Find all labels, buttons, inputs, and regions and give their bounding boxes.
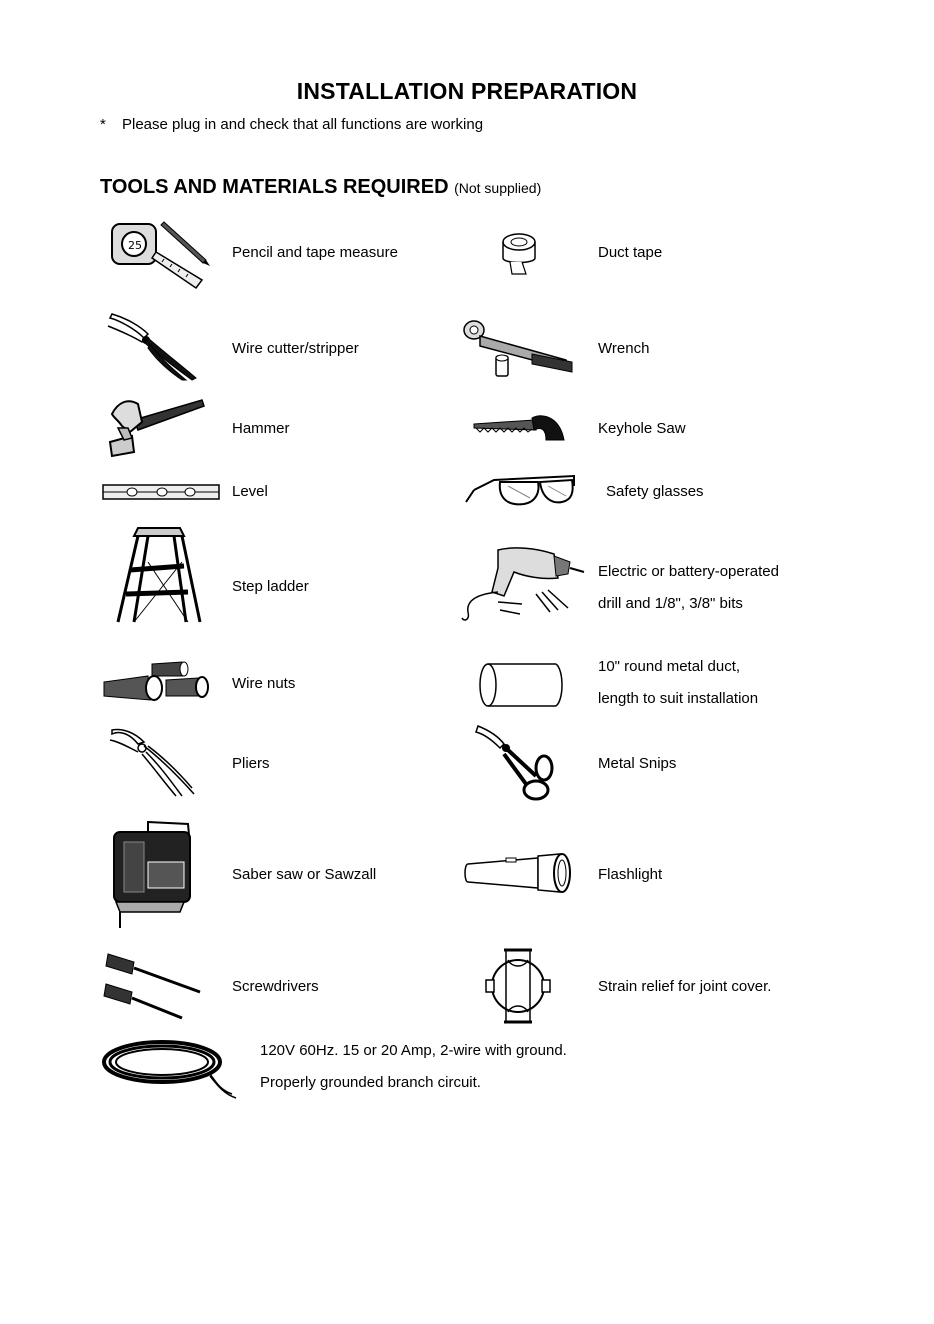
wire-nuts-icon [102, 660, 212, 711]
pliers-icon [108, 726, 198, 803]
level-icon [102, 482, 220, 507]
label-pliers: Pliers [232, 755, 270, 772]
label-flashlight: Flashlight [598, 866, 663, 883]
label-drill-line2: drill and 1/8", 3/8" bits [598, 595, 743, 612]
label-step-ladder: Step ladder [232, 578, 309, 595]
screwdrivers-icon [104, 948, 214, 1029]
label-duct-tape: Duct tape [598, 244, 663, 261]
pencil-tape-measure-icon [104, 218, 214, 295]
note-bullet: * [100, 116, 106, 133]
label-wire-nuts: Wire nuts [232, 675, 296, 692]
label-level: Level [232, 483, 268, 500]
safety-glasses-icon [464, 472, 578, 517]
round-duct-icon [478, 662, 566, 713]
flashlight-icon [462, 852, 576, 899]
note-text: Please plug in and check that all functions are working [122, 116, 484, 133]
label-round-duct-line1: 10" round metal duct, [598, 658, 741, 675]
keyhole-saw-icon [472, 414, 568, 447]
page-title: INSTALLATION PREPARATION [296, 78, 638, 104]
label-keyhole-saw: Keyhole Saw [598, 420, 686, 437]
label-safety-glasses: Safety glasses [606, 483, 704, 500]
section-subtitle: (Not supplied) [454, 180, 542, 196]
wire-cutter-icon [104, 312, 204, 387]
section-title [100, 176, 541, 199]
strain-relief-icon [480, 946, 556, 1031]
label-power-line2: Properly grounded branch circuit. [260, 1074, 481, 1091]
step-ladder-icon [104, 522, 206, 629]
hammer-icon [104, 396, 208, 465]
section-title-text: TOOLS AND MATERIALS REQUIRED [100, 176, 449, 198]
label-strain-relief: Strain relief for joint cover. [598, 978, 772, 995]
drill-icon [458, 542, 588, 629]
wrench-icon [462, 318, 576, 389]
label-round-duct-line2: length to suit installation [598, 690, 759, 707]
saber-saw-icon [108, 818, 198, 935]
metal-snips-icon [474, 722, 570, 807]
label-screwdrivers: Screwdrivers [232, 978, 319, 995]
power-cable-icon [100, 1034, 240, 1107]
svg-text:25: 25 [128, 239, 142, 252]
label-metal-snips: Metal Snips [598, 755, 677, 772]
label-wire-cutter: Wire cutter/stripper [232, 340, 359, 357]
label-drill-line1: Electric or battery-operated [598, 563, 779, 580]
duct-tape-icon [500, 232, 538, 281]
label-wrench: Wrench [598, 340, 650, 357]
label-pencil-tape-measure: Pencil and tape measure [232, 244, 398, 261]
label-power-line1: 120V 60Hz. 15 or 20 Amp, 2-wire with ground. [260, 1042, 567, 1059]
label-hammer: Hammer [232, 420, 290, 437]
label-saber-saw: Saber saw or Sawzall [232, 866, 377, 883]
